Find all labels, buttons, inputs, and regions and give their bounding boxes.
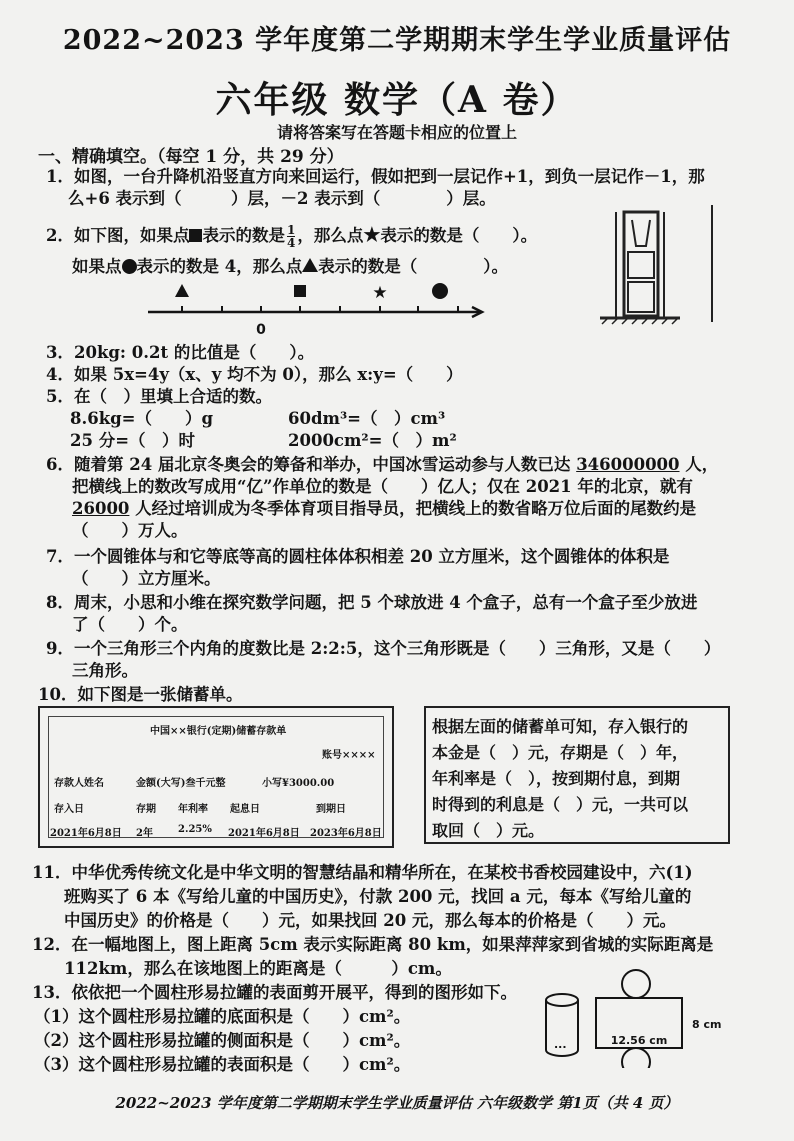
page-footer: 2022~2023 学年度第二学期期末学生学业质量评估 六年级数学 第1页（共 4 页） [115, 1094, 679, 1112]
deposit-slip [38, 706, 394, 848]
slip-val-term: 2年 [136, 828, 153, 839]
question-6-line-3: 26000 人经过培训成为冬季体育项目指导员，把横线上的数省略万位后面的尾数约是 [72, 499, 697, 518]
question-1-line-2: 么+6 表示到（ ）层，－2 表示到（ ）层。 [68, 189, 496, 208]
answer-note: 请将答案写在答题卡相应的位置上 [276, 123, 517, 142]
section-heading: 一、精确填空。（每空 1 分，共 29 分） [38, 147, 344, 167]
question-3: 3．20kg: 0.2t 的比值是（ ）。 [46, 343, 315, 362]
question-5b: 60dm³=（ ）cm³ [288, 409, 446, 428]
question-5c: 25 分=（ ）时 [70, 431, 196, 450]
question-10: 10．如下图是一张储蓄单。 [38, 685, 243, 704]
q10-box-line-5: 取回（ ）元。 [432, 821, 545, 840]
star-marker: ★ [372, 283, 388, 303]
question-12-line-2: 112km，那么在该地图上的距离是（ ）cm。 [64, 959, 452, 978]
zero-label: 0 [256, 322, 266, 338]
question-6-line-2: 把横线上的数改写成用“亿”作单位的数是（ ）亿人；仅在 2021 年的北京，就有 [72, 477, 693, 496]
elevator-figure [596, 200, 736, 330]
question-11-line-2: 班购买了 6 本《写给儿童的中国历史》，付款 200 元，找回 a 元，每本《写给儿童的 [64, 887, 692, 906]
circle-icon [122, 259, 137, 274]
slip-amount-number: 小写¥3000.00 [262, 778, 335, 789]
question-13: 13．依依把一个圆柱形易拉罐的表面剪开展平，得到的图形如下。 [32, 983, 517, 1002]
question-13-2: （2）这个圆柱形易拉罐的侧面积是（ ）cm²。 [34, 1031, 411, 1050]
svg-text:...: ... [554, 1038, 567, 1051]
square-icon [189, 229, 202, 242]
question-1-line-1: 1．如图，一台升降机沿竖直方向来回运行，假如把到一层记作+1，到负一层记作－1，那 [46, 167, 705, 186]
cylinder-figure [540, 968, 740, 1068]
question-8-line-1: 8．周末，小思和小维在探究数学问题，把 5 个球放进 4 个盒子，总有一个盒子至少放进 [46, 593, 698, 612]
question-2-line-1: 2．如下图，如果点 表示的数是 $\frac{1}{4}$ ，那么点★表示的数是（ ）。 [46, 223, 538, 250]
question-9-line-1: 9．一个三角形三个内角的度数比是 2:2:5，这个三角形既是（ ）三角形，又是（ ） [46, 639, 721, 658]
q10-box-line-4: 时得到的利息是（ ）元，一共可以 [432, 795, 689, 814]
question-12-line-1: 12．在一幅地图上，图上距离 5cm 表示实际距离 80 km，如果萍萍家到省城的实际距离是 [32, 935, 714, 954]
number-line [140, 276, 490, 340]
slip-col-start: 起息日 [230, 804, 260, 815]
question-9-line-2: 三角形。 [72, 661, 138, 680]
slip-account: 账号×××× [322, 750, 376, 761]
question-6-line-4: （ ）万人。 [72, 521, 188, 540]
triangle-icon [302, 258, 318, 272]
question-7-line-1: 7．一个圆锥体与和它等底等高的圆柱体体积相差 20 立方厘米，这个圆锥体的体积是 [46, 547, 670, 566]
slip-title: 中国××银行(定期)储蓄存款单 [150, 726, 287, 737]
q10-box-line-2: 本金是（ ）元，存期是（ ）年， [432, 743, 689, 762]
slip-col-term: 存期 [136, 804, 156, 815]
q10-box-line-1: 根据左面的储蓄单可知，存入银行的 [432, 717, 689, 736]
question-5: 5．在（ ）里填上合适的数。 [46, 387, 272, 406]
net-height-label: 8 cm [692, 1018, 722, 1031]
question-11-line-3: 中国历史》的价格是（ ）元，如果找回 20 元，那么每本的价格是（ ）元。 [64, 911, 676, 930]
question-11-line-1: 11．中华优秀传统文化是中华文明的智慧结晶和精华所在，在某校书香校园建设中，六(1) [32, 863, 693, 882]
fraction-one-quarter: $\frac{1}{4}$ [286, 223, 296, 250]
question-5d: 2000cm²=（ ）m² [288, 431, 457, 450]
question-5a: 8.6kg=（ ）g [70, 409, 214, 428]
triangle-marker [175, 284, 189, 297]
slip-val-rate: 2.25% [178, 824, 212, 835]
question-10-box [424, 706, 730, 844]
question-7-line-2: （ ）立方厘米。 [72, 569, 221, 588]
question-6-line-1: 6．随着第 24 届北京冬奥会的筹备和举办，中国冰雪运动参与人数已达 346000000 人， [46, 455, 719, 474]
exam-title: 2022~2023 学年度第二学期期末学生学业质量评估 [62, 25, 732, 56]
slip-col-due: 到期日 [316, 804, 346, 815]
exam-subtitle: 六年级 数学（A 卷） [215, 79, 579, 121]
slip-name: 存款人姓名 [54, 778, 104, 789]
slip-val-start: 2021年6月8日 [228, 828, 300, 839]
slip-col-deposit-date: 存入日 [54, 804, 84, 815]
circle-marker [432, 283, 448, 299]
question-4: 4．如果 5x=4y（x、y 均不为 0），那么 x:y=（ ） [46, 365, 463, 384]
slip-amount-words: 金额(大写)叁千元整 [136, 778, 226, 789]
net-width-label: 12.56 cm [610, 1034, 668, 1047]
slip-col-rate: 年利率 [178, 804, 208, 815]
question-13-3: （3）这个圆柱形易拉罐的表面积是（ ）cm²。 [34, 1055, 411, 1074]
star-icon: ★ [363, 224, 381, 246]
q10-box-line-3: 年利率是（ ），按到期付息，到期 [432, 769, 681, 788]
slip-val-due: 2023年6月8日 [310, 828, 382, 839]
square-marker [294, 285, 306, 297]
question-8-line-2: 了（ ）个。 [72, 615, 188, 634]
slip-val-deposit-date: 2021年6月8日 [50, 828, 122, 839]
question-2-line-2: 如果点 表示的数是 4，那么点 表示的数是（ ）。 [72, 257, 508, 276]
question-13-1: （1）这个圆柱形易拉罐的底面积是（ ）cm²。 [34, 1007, 411, 1026]
